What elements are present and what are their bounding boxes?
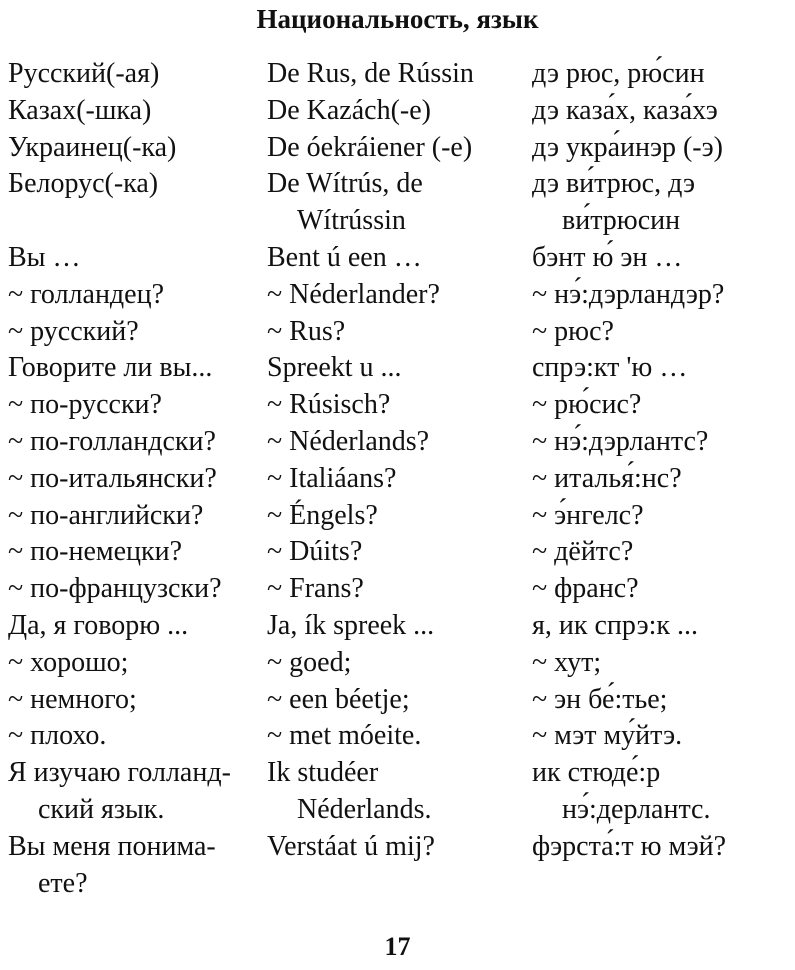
russian-phrase [8, 350, 275, 387]
dutch-phrase [267, 56, 532, 93]
russian-phrase [8, 829, 275, 903]
dutch-phrase-line: De Kazách(-e) [267, 94, 431, 126]
transcription [532, 461, 787, 498]
dutch-phrase [267, 755, 532, 829]
russian-phrase-line: ~ по-немецки? [8, 536, 183, 568]
transcription-line: дэ укра́инэр (-э) [532, 131, 723, 163]
transcription [532, 498, 787, 535]
dutch-phrase-line: ~ Néderlands? [267, 425, 430, 457]
transcription [532, 93, 787, 130]
phrase-row [0, 829, 795, 903]
russian-phrase [8, 682, 275, 719]
russian-phrase-line: ете? [38, 867, 88, 899]
russian-phrase-line: ~ по-русски? [8, 389, 162, 421]
russian-phrase [8, 718, 275, 755]
dutch-phrase-line: Néderlands. [297, 793, 432, 825]
russian-phrase [8, 755, 275, 829]
russian-phrase [8, 166, 275, 240]
russian-phrase-line: ~ голландец? [8, 278, 165, 310]
transcription-line: ~ италья́:нс? [532, 462, 682, 494]
phrase-row [0, 166, 795, 240]
dutch-phrase-line: ~ een béetje; [267, 683, 410, 715]
transcription-line: ~ рюс? [532, 315, 614, 347]
phrase-row [0, 682, 795, 719]
transcription-line: я, ик спрэ:к ... [532, 609, 698, 641]
transcription [532, 130, 787, 167]
dutch-phrase-line: ~ Dúits? [267, 536, 363, 568]
russian-phrase-line: ~ немного; [8, 683, 137, 715]
page-title: Национальность, язык [256, 4, 539, 34]
dutch-phrase-line: ~ goed; [267, 646, 352, 678]
dutch-phrase-line: ~ Italiáans? [267, 462, 397, 494]
russian-phrase [8, 534, 275, 571]
dutch-phrase-line: Ja, ík spreek ... [267, 609, 435, 641]
transcription [532, 56, 787, 93]
transcription-line: ~ нэ́:дэрлантс? [532, 425, 709, 457]
russian-phrase-line: Белорус(-ка) [8, 168, 159, 200]
phrase-table [0, 56, 795, 902]
dutch-phrase [267, 682, 532, 719]
russian-phrase [8, 645, 275, 682]
dutch-phrase [267, 571, 532, 608]
dutch-phrase-line: Ik studéer [267, 757, 379, 789]
phrase-row [0, 130, 795, 167]
dutch-phrase-line: ~ Frans? [267, 573, 364, 605]
dutch-phrase [267, 240, 532, 277]
russian-phrase-line: ~ русский? [8, 315, 139, 347]
phrase-row [0, 93, 795, 130]
page-number: 17 [384, 932, 411, 961]
transcription-line: ~ рю́сис? [532, 389, 642, 421]
transcription [532, 240, 787, 277]
transcription [532, 645, 787, 682]
russian-phrase [8, 240, 275, 277]
russian-phrase-line: Русский(-ая) [8, 58, 160, 89]
phrase-row [0, 387, 795, 424]
russian-phrase-line: ~ хорошо; [8, 646, 129, 678]
dutch-phrase [267, 718, 532, 755]
phrase-row [0, 498, 795, 535]
transcription-line: спрэ:кт 'ю … [532, 352, 688, 384]
transcription [532, 314, 787, 351]
phrase-row [0, 755, 795, 829]
dutch-phrase [267, 645, 532, 682]
russian-phrase [8, 93, 275, 130]
dutch-phrase [267, 350, 532, 387]
transcription [532, 718, 787, 755]
transcription-line: ~ франс? [532, 573, 639, 605]
russian-phrase [8, 498, 275, 535]
russian-phrase-line: Украинец(-ка) [8, 131, 177, 163]
dutch-phrase [267, 314, 532, 351]
dutch-phrase-line: Wítrússin [297, 205, 406, 237]
russian-phrase [8, 424, 275, 461]
dutch-phrase-line: Verstáat ú mij? [267, 830, 435, 862]
dutch-phrase-line: De Rus, de Rússin [267, 58, 474, 89]
dutch-phrase-line: Spreekt u ... [267, 352, 402, 384]
dutch-phrase-line: De Wítrús, de [267, 168, 423, 200]
phrase-row [0, 571, 795, 608]
phrase-row [0, 718, 795, 755]
dutch-phrase-line: ~ Néderlander? [267, 278, 440, 310]
dutch-phrase [267, 608, 532, 645]
transcription-line: бэнт ю́ эн … [532, 241, 683, 273]
dutch-phrase [267, 166, 532, 240]
dutch-phrase-line: Bent ú een … [267, 241, 422, 273]
dutch-phrase [267, 277, 532, 314]
russian-phrase [8, 130, 275, 167]
transcription-line: ик стюде́:р [532, 757, 661, 789]
russian-phrase-line: ~ по-французски? [8, 573, 222, 605]
transcription [532, 829, 787, 903]
russian-phrase-line: Я изучаю голланд- [8, 757, 231, 789]
russian-phrase-line: ~ по-английски? [8, 499, 204, 531]
transcription [532, 387, 787, 424]
russian-phrase-line: ский язык. [38, 793, 165, 825]
dutch-phrase [267, 534, 532, 571]
dutch-phrase [267, 93, 532, 130]
russian-phrase [8, 56, 275, 93]
russian-phrase-line: ~ плохо. [8, 720, 107, 752]
transcription [532, 350, 787, 387]
transcription [532, 277, 787, 314]
russian-phrase-line: Вы меня понима- [8, 830, 216, 862]
transcription-line: дэ рюс, рю́син [532, 58, 705, 89]
phrase-row [0, 350, 795, 387]
transcription-line: ~ дёйтс? [532, 536, 634, 568]
dutch-phrase [267, 829, 532, 903]
transcription [532, 682, 787, 719]
transcription-line: ви́трюсин [562, 205, 681, 237]
dutch-phrase [267, 387, 532, 424]
dutch-phrase-line: ~ Rus? [267, 315, 346, 347]
transcription [532, 608, 787, 645]
dutch-phrase-line: De óekráiener (-e) [267, 131, 473, 163]
russian-phrase [8, 277, 275, 314]
phrase-row [0, 645, 795, 682]
russian-phrase [8, 608, 275, 645]
russian-phrase-line: Казах(-шка) [8, 94, 152, 126]
russian-phrase-line: Вы … [8, 241, 81, 273]
phrase-row [0, 534, 795, 571]
transcription-line: дэ ви́трюс, дэ [532, 168, 696, 200]
transcription-line: ~ мэт му́йтэ. [532, 720, 683, 752]
dutch-phrase-line: ~ met móeite. [267, 720, 422, 752]
russian-phrase [8, 461, 275, 498]
transcription [532, 534, 787, 571]
russian-phrase-line: ~ по-итальянски? [8, 462, 217, 494]
phrase-row [0, 461, 795, 498]
phrase-row [0, 424, 795, 461]
dutch-phrase [267, 130, 532, 167]
russian-phrase [8, 571, 275, 608]
dutch-phrase-line: ~ Éngels? [267, 499, 378, 531]
transcription-line: фэрста́:т ю мэй? [532, 830, 727, 862]
transcription-line: ~ эн бе́:тье; [532, 683, 668, 715]
phrase-row [0, 240, 795, 277]
phrase-row [0, 608, 795, 645]
phrase-row [0, 314, 795, 351]
russian-phrase-line: ~ по-голландски? [8, 425, 216, 457]
dutch-phrase [267, 498, 532, 535]
transcription-line: нэ́:дерлантс. [562, 793, 711, 825]
transcription-line: ~ хут; [532, 646, 602, 678]
transcription [532, 166, 787, 240]
russian-phrase-line: Да, я говорю ... [8, 609, 189, 641]
transcription [532, 571, 787, 608]
dutch-phrase [267, 424, 532, 461]
russian-phrase [8, 314, 275, 351]
transcription-line: дэ каза́х, каза́хэ [532, 94, 718, 126]
russian-phrase [8, 387, 275, 424]
phrase-row [0, 277, 795, 314]
transcription-line: ~ э́нгелс? [532, 499, 644, 531]
transcription [532, 424, 787, 461]
transcription-line: ~ нэ́:дэрландэр? [532, 278, 725, 310]
dutch-phrase [267, 461, 532, 498]
dutch-phrase-line: ~ Rúsisch? [267, 389, 391, 421]
transcription [532, 755, 787, 829]
russian-phrase-line: Говорите ли вы... [8, 352, 213, 384]
phrase-row [0, 56, 795, 93]
